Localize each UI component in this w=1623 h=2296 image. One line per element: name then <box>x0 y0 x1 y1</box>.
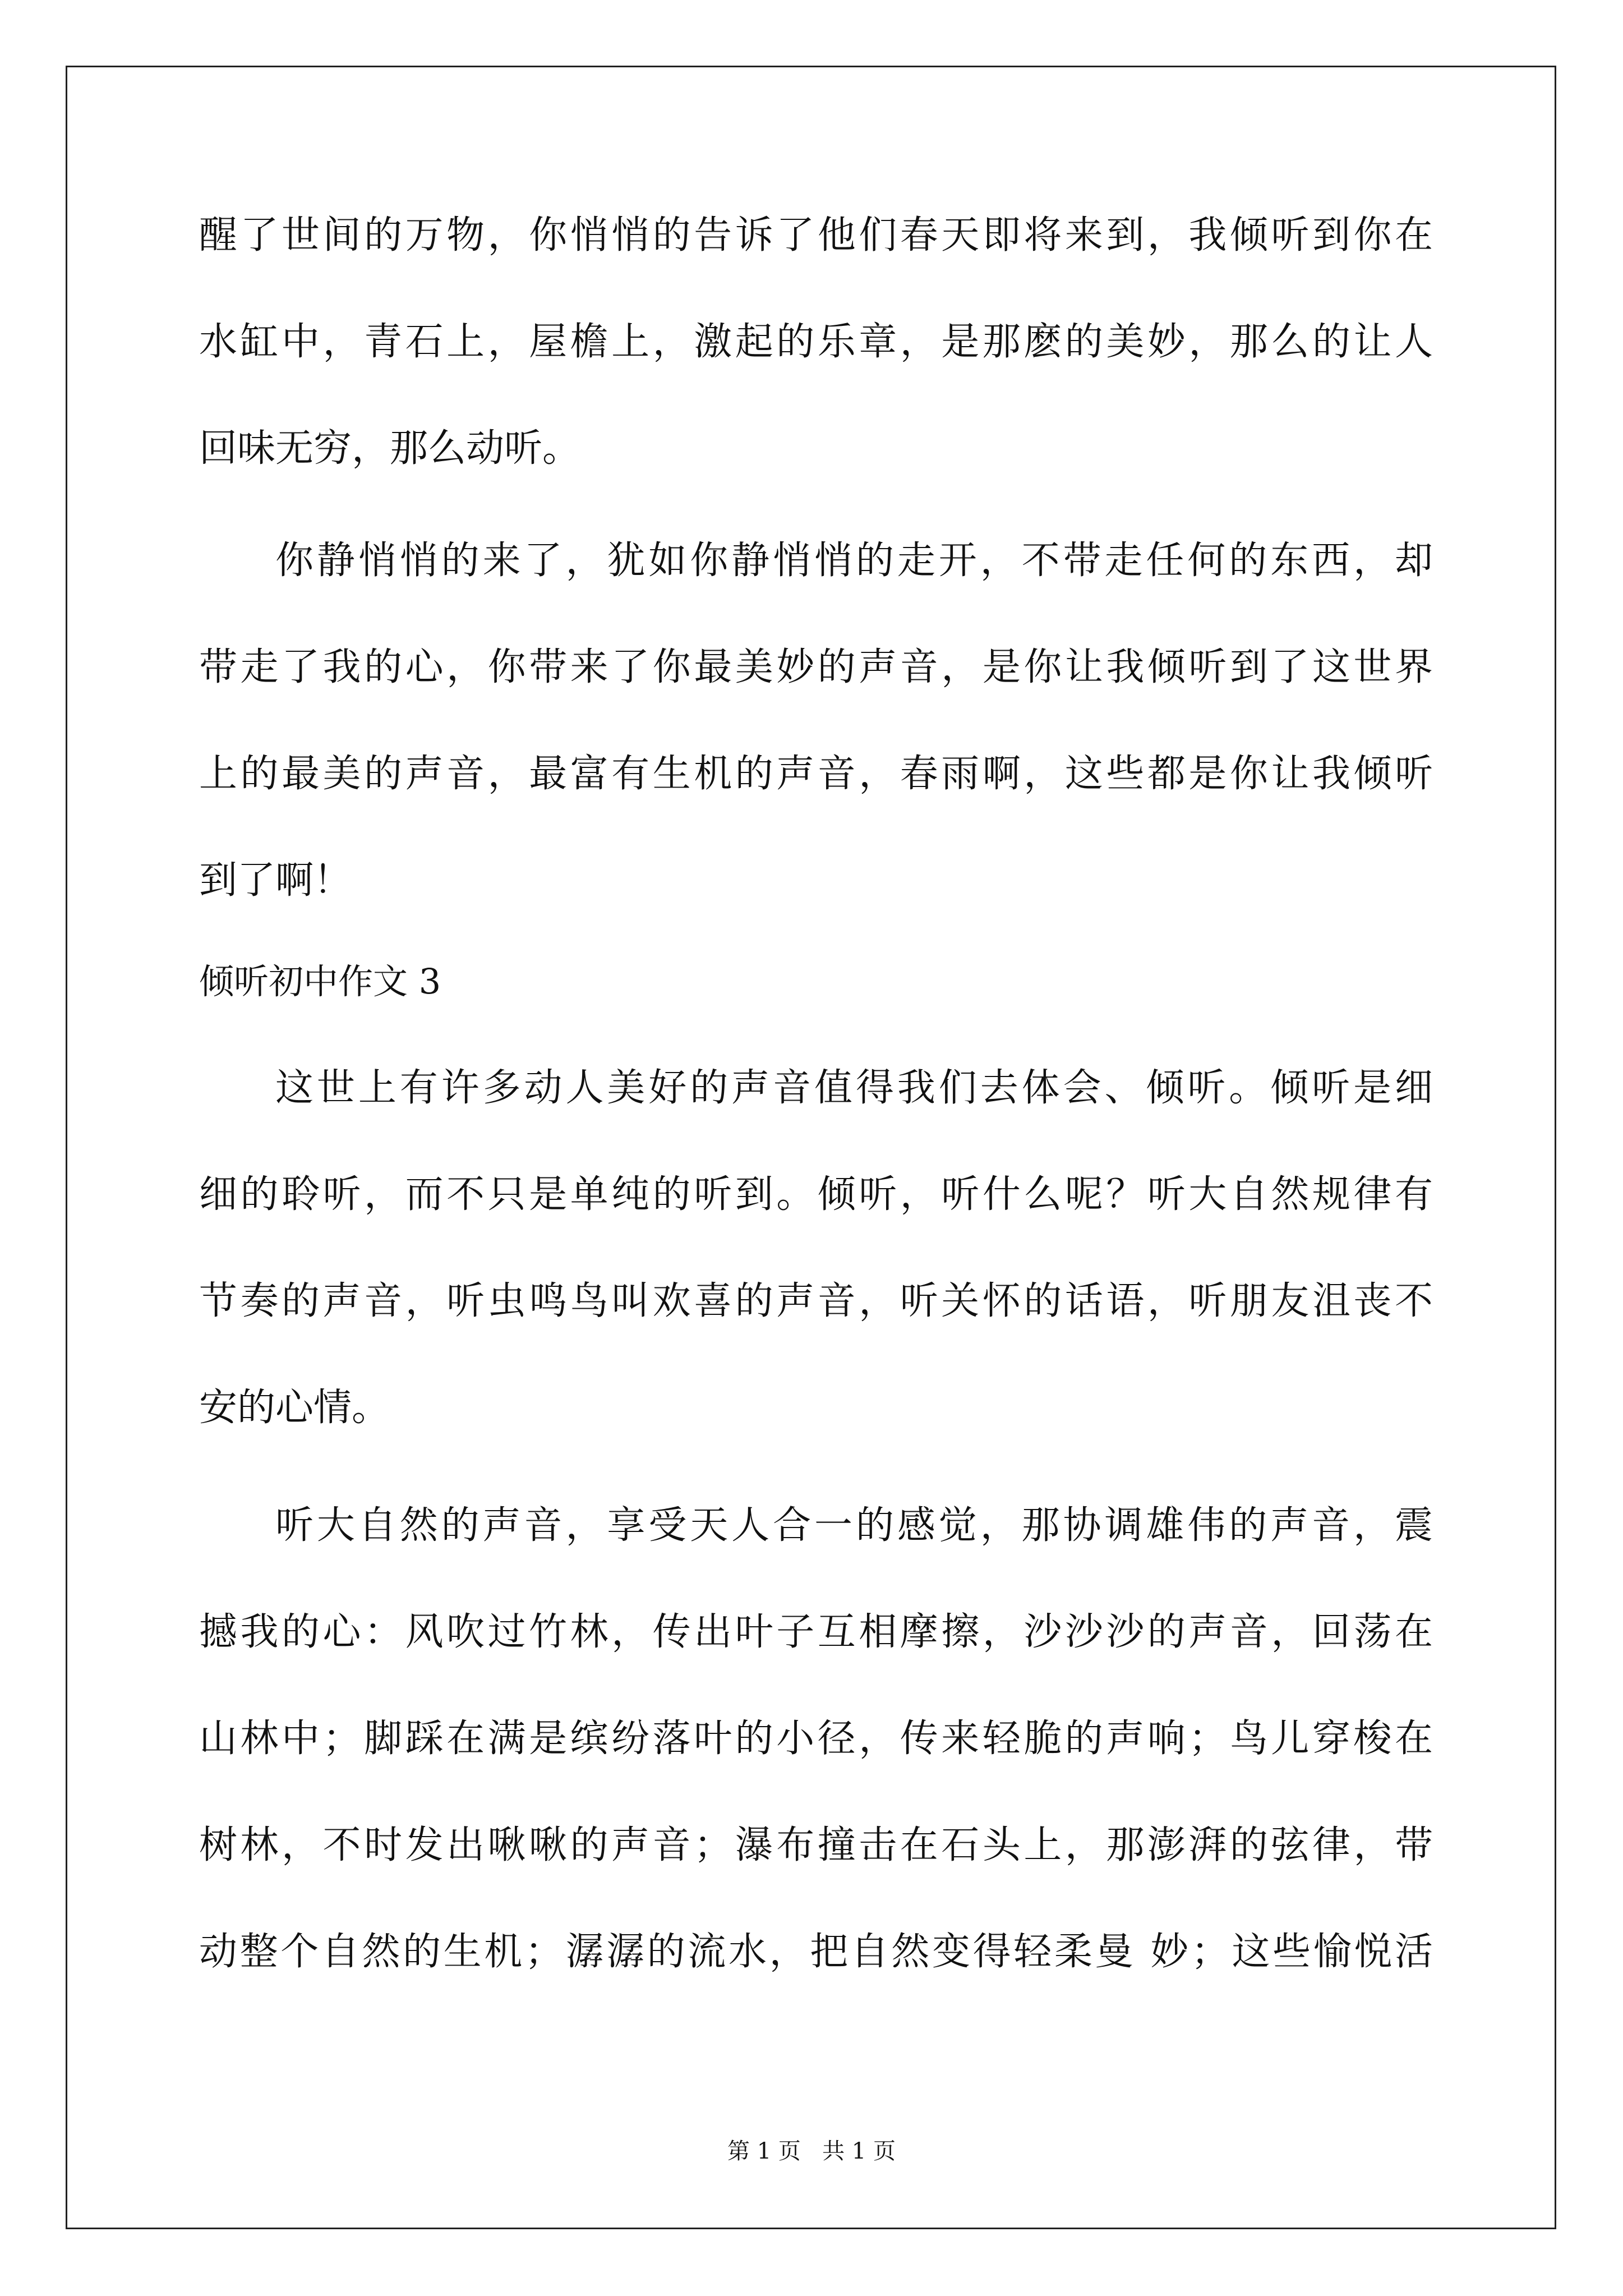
text-line: 安的心情。 <box>199 1386 390 1430</box>
text-line: 水缸中，青石上，屋檐上，激起的乐章，是那麽的美妙，那么的让人 <box>199 320 1433 364</box>
text-line: 醒了世间的万物，你悄悄的告诉了他们春天即将来到，我倾听到你在 <box>199 213 1433 257</box>
text-line: 撼我的心：风吹过竹林，传出叶子互相摩擦，沙沙沙的声音，回荡在 <box>199 1610 1433 1654</box>
text-line: 细的聆听，而不只是单纯的听到。倾听，听什么呢？听大自然规律有 <box>199 1172 1433 1217</box>
text-line: 带走了我的心，你带来了你最美妙的声音，是你让我倾听到了这世界 <box>199 645 1433 689</box>
text-line: 这世上有许多动人美好的声音值得我们去体会、倾听。倾听是细 <box>275 1066 1433 1110</box>
text-line: 山林中；脚踩在满是缤纷落叶的小径，传来轻脆的声响；鸟儿穿梭在 <box>199 1717 1433 1761</box>
text-line: 听大自然的声音，享受天人合一的感觉，那协调雄伟的声音，震 <box>275 1503 1433 1548</box>
text-line: 到了啊！ <box>199 858 352 903</box>
text-line: 动整个自然的生机；潺潺的流水，把自然变得轻柔曼 妙；这些愉悦活 <box>199 1930 1433 1974</box>
text-line: 上的最美的声音，最富有生机的声音，春雨啊，这些都是你让我倾听 <box>199 752 1433 796</box>
page-footer: 第 1 页 共 1 页 <box>727 2138 896 2164</box>
text-line: 你静悄悄的来了，犹如你静悄悄的走开，不带走任何的东西，却 <box>275 539 1433 583</box>
text-line: 树林，不时发出啾啾的声音；瀑布撞击在石头上，那澎湃的弦律，带 <box>199 1823 1433 1867</box>
text-line: 节奏的声音，听虫鸣鸟叫欢喜的声音，听关怀的话语，听朋友沮丧不 <box>199 1279 1433 1323</box>
section-heading: 倾听初中作文 3 <box>199 961 441 1002</box>
page-border <box>66 66 1556 2229</box>
text-line: 回味无穷，那么动听。 <box>199 426 581 471</box>
